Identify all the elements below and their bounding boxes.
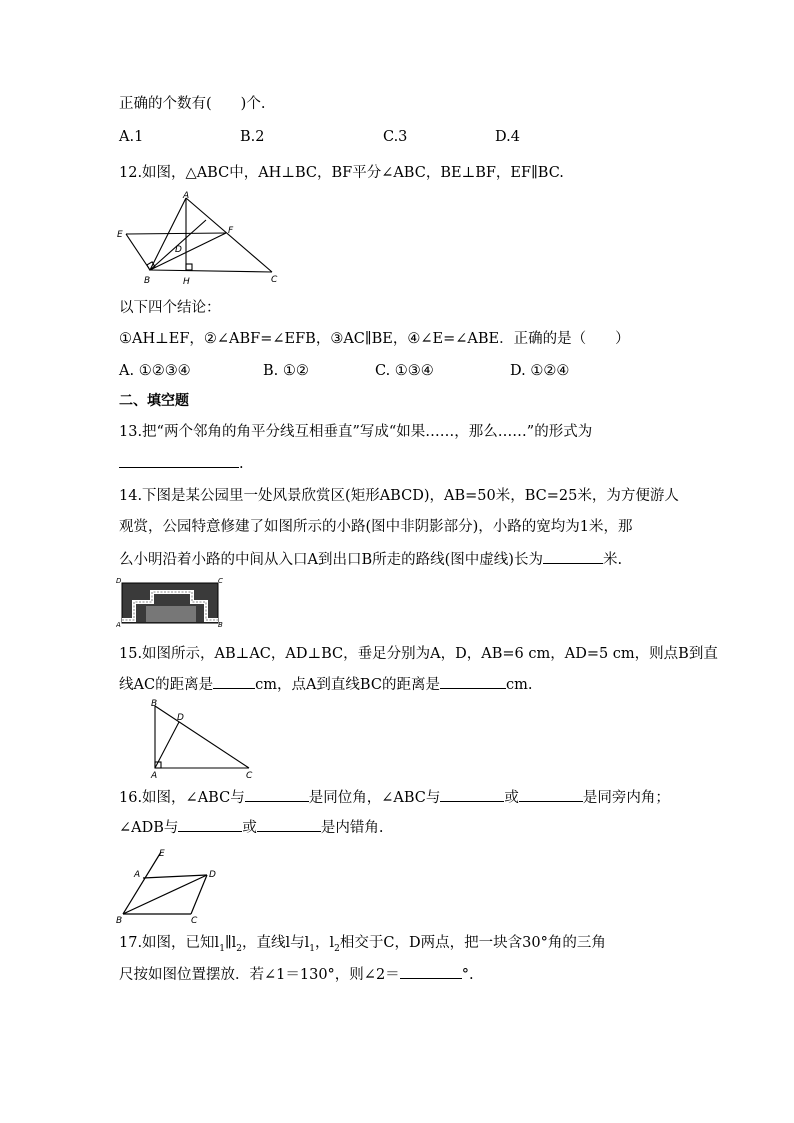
q14-line3: 么小明沿着小路的中间从入口A到出口B所走的路线(图中虚线)长为 米.	[119, 549, 622, 570]
q15-line1: 15.如图所示，AB⊥AC，AD⊥BC，垂足分别为A，D，AB=6 cm，AD=5 cm，则点B到直	[119, 646, 718, 662]
label-d: D	[175, 245, 182, 255]
q14-figure	[116, 578, 224, 628]
label-h: H	[183, 277, 190, 286]
q13-line2: .	[119, 453, 244, 474]
label-c: C	[271, 275, 278, 285]
segment-ad	[143, 875, 207, 878]
label-c: C	[218, 578, 223, 585]
label-e: E	[159, 849, 165, 859]
label-a: A	[134, 870, 141, 880]
label-f: F	[228, 226, 234, 236]
q12-option-c: C. ①③④	[375, 363, 434, 379]
q16-answer-blank-3[interactable]	[519, 787, 583, 802]
q16-answer-blank-4[interactable]	[178, 817, 242, 832]
label-a: A	[183, 191, 190, 201]
q15-answer-blank-2[interactable]	[440, 674, 506, 689]
q14-line1: 14.下图是某公园里一处风景欣赏区(矩形ABCD)，AB=50米，BC=25米，为方便游人	[119, 488, 679, 504]
label-d: D	[177, 713, 184, 723]
q11-tail: 正确的个数有( )个.	[119, 96, 266, 112]
label-c: C	[246, 771, 253, 781]
q11-option-a: A.1	[119, 129, 144, 145]
q17-line1: 17.如图，已知$l_1\parallel l_2$，直线l与$l_1$，$l_2$相交于C，D两点，把一块含30°角的三角	[119, 935, 606, 954]
q12-intro: 以下四个结论：	[119, 300, 221, 316]
q12-stem: 12.如图，△ABC中，AH⊥BC，BF平分∠ABC，BE⊥BF，EF∥BC.	[119, 165, 564, 181]
segment-bc	[150, 270, 272, 272]
label-d: D	[116, 578, 122, 585]
segment-bc	[155, 706, 249, 768]
q13-answer-blank[interactable]	[119, 453, 239, 468]
q12-conclusions: ①AH⊥EF，②∠ABF=∠EFB，③AC∥BE，④∠E=∠ABE．正确的是（ ）	[119, 331, 630, 347]
q11-option-c: C.3	[383, 129, 408, 145]
q16-answer-blank-1[interactable]	[245, 787, 309, 802]
q14-answer-blank[interactable]	[543, 549, 603, 564]
section-title: 二、填空题	[119, 393, 189, 409]
q15-figure	[145, 696, 260, 782]
q11-option-b: B.2	[240, 129, 265, 145]
q16-line1: 16.如图，∠ABC与 是同位角，∠ABC与 或 是同旁内角；	[119, 787, 670, 808]
label-c: C	[191, 916, 198, 924]
label-b: B	[144, 276, 151, 286]
right-angle-h	[186, 264, 192, 270]
q16-line2: ∠ADB与 或 是内错角.	[119, 817, 384, 838]
q11-option-d: D.4	[495, 129, 520, 145]
q12-option-b: B. ①②	[263, 363, 309, 379]
segment-ef	[126, 233, 226, 234]
q15-line2: 线AC的距离是 cm，点A到直线BC的距离是 cm.	[119, 674, 532, 695]
q12-option-d: D. ①②④	[510, 363, 570, 379]
q17-line2: 尺按如图位置摆放．若∠1＝130°，则∠2＝ °.	[119, 964, 474, 985]
label-b: B	[218, 621, 223, 628]
q16-answer-blank-5[interactable]	[257, 817, 321, 832]
q16-answer-blank-2[interactable]	[440, 787, 504, 802]
label-b: B	[116, 916, 123, 924]
q15-answer-blank-1[interactable]	[213, 674, 255, 689]
label-b: B	[151, 699, 158, 709]
label-d: D	[209, 870, 216, 880]
q12-figure	[114, 190, 284, 286]
inner-block	[146, 606, 196, 622]
q14-line2: 观赏，公园特意修建了如图所示的小路(图中非阴影部分)，小路的宽均为1米，那	[119, 519, 633, 535]
label-e: E	[117, 230, 123, 240]
segment-ad	[155, 722, 179, 768]
label-a: A	[151, 771, 158, 781]
q13-line1: 13.把“两个邻角的角平分线互相垂直”写成“如果……，那么……”的形式为	[119, 424, 593, 440]
label-a: A	[116, 621, 121, 628]
q12-option-a: A. ①②③④	[119, 363, 191, 379]
q16-figure	[113, 844, 228, 924]
q17-answer-blank[interactable]	[400, 964, 462, 979]
